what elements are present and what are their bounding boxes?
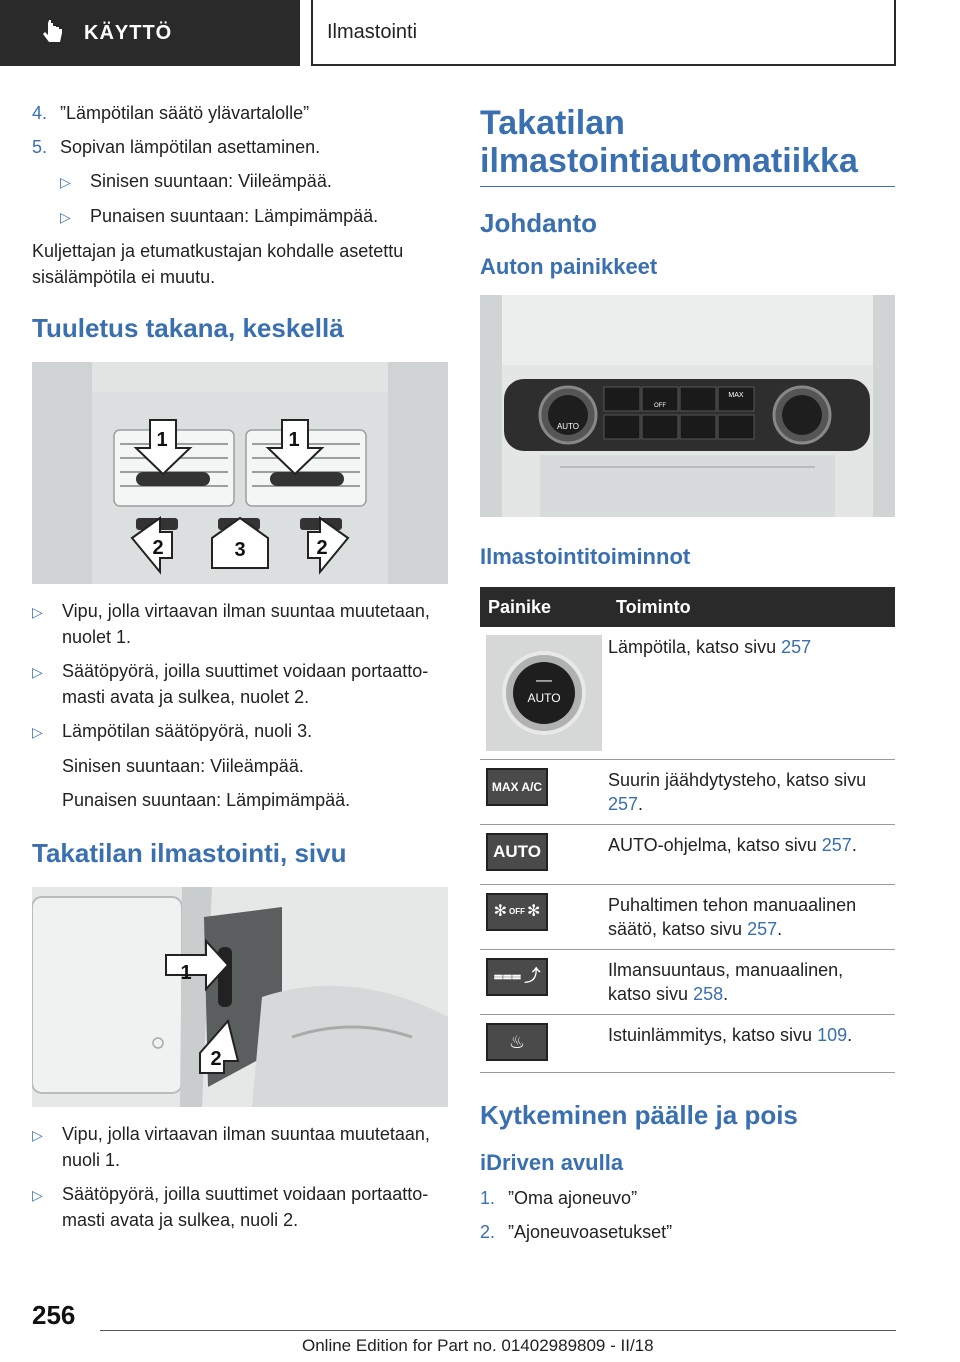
callout-1a: 1 (156, 429, 168, 451)
chapter-tab (311, 0, 896, 66)
note-text: Kuljettajan ja etumatkustajan kohdalle asetettu sisälämpötila ei muutu. (32, 241, 404, 287)
callout-2a: 2 (152, 537, 164, 559)
footer-divider (100, 1330, 896, 1331)
page-link-257[interactable]: 257 (608, 794, 639, 814)
page-link-257[interactable]: 257 (821, 835, 852, 855)
step-5: 5. Sopivan lämpötilan asettaminen. (32, 137, 321, 157)
rear-climate-panel-image (480, 295, 895, 517)
heading-intro: Johdanto (480, 208, 597, 238)
callout-side-1: 1 (180, 962, 192, 984)
panel-off-label: OFF (654, 403, 666, 409)
callout-side-2: 2 (210, 1048, 222, 1070)
bullet-triangle-icon: ▷ (60, 209, 71, 225)
bullet-triangle-icon: ▷ (60, 174, 71, 190)
rear-side-bullet-2: ▷ Säätöpyörä, joilla suuttimet voidaan portaattomasti avata ja sulkea, nuoli 2. (32, 1181, 448, 1233)
right-column (480, 104, 895, 1253)
max-ac-icon: MAX A/C (486, 768, 548, 806)
page-header (0, 0, 960, 66)
auto-icon: AUTO (486, 833, 548, 871)
section-heading-rear-center: Tuuletus takana, keskellä (32, 313, 344, 343)
rear-center-extra-1: Sinisen suuntaan: Viileämpää. (62, 756, 304, 776)
idrive-step-1: 1. ”Oma ajoneuvo” (480, 1188, 638, 1208)
step-4: 4. ”Lämpötilan säätö ylävartalolle” (32, 103, 310, 123)
callout-1b: 1 (288, 429, 300, 451)
table-row: — AUTO Lämpötila, katso sivu 257 (480, 627, 895, 760)
rear-center-bullet-2: ▷ Säätöpyörä, joilla suuttimet voidaan portaattomasti avata ja sulkea, nuolet 2. (32, 658, 448, 710)
step-5-sub-2: ▷ Punaisen suuntaan: Lämpimämpää. (32, 203, 448, 230)
rear-climate-panel-illustration (480, 295, 895, 517)
heading-idrive: iDriven avulla (480, 1150, 624, 1175)
rear-side-vent-illustration (32, 887, 448, 1107)
heading-switch-on-off: Kytkeminen päälle ja pois (480, 1100, 798, 1130)
table-header-row (480, 587, 895, 627)
page-number: 256 (32, 1300, 76, 1330)
bullet-triangle-icon: ▷ (32, 724, 43, 740)
table-row: AUTO AUTO-ohjelma, katso sivu 257. (480, 825, 895, 885)
heading-functions: Ilmastointitoiminnot (480, 544, 691, 569)
rear-center-bullet-1: ▷ Vipu, jolla virtaavan ilman suuntaa muutetaan, nuolet 1. (32, 598, 448, 650)
bullet-triangle-icon: ▷ (32, 604, 43, 620)
temperature-knob-icon: — AUTO (486, 635, 602, 751)
bullet-triangle-icon: ▷ (32, 1187, 43, 1203)
air-distribution-icon: ⩶ ⤴ (486, 958, 548, 996)
function-table (480, 587, 895, 1073)
page-link-257[interactable]: 257 (781, 637, 812, 657)
table-header-function: Toiminto (608, 587, 895, 627)
callout-3: 3 (234, 539, 246, 561)
rear-center-vents-illustration (32, 362, 448, 584)
callout-2b: 2 (316, 537, 328, 559)
bullet-triangle-icon: ▷ (32, 1127, 43, 1143)
chapter-heading: Takatilan ilmastointiautomatiikka (480, 104, 895, 187)
step-5-sub-1: ▷ Sinisen suuntaan: Viileämpää. (32, 168, 448, 195)
seat-heating-icon: ♨ (486, 1023, 548, 1061)
panel-max-label: MAX (728, 392, 744, 399)
idrive-step-2: 2. ”Ajoneuvoasetukset” (480, 1222, 673, 1242)
table-row: ⩶ ⤴ Ilmansuuntaus, manuaalinen, katso sivu 258. (480, 950, 895, 1015)
table-row: ✻ OFF ✻ Puhaltimen tehon manuaalinen säätö, katso sivu 257. (480, 885, 895, 950)
table-row: ♨ Istuinlämmitys, katso sivu 109. (480, 1015, 895, 1073)
table-row: MAX A/C Suurin jäähdytysteho, katso sivu 257. (480, 760, 895, 825)
page-link-257[interactable]: 257 (747, 919, 778, 939)
left-column (32, 100, 448, 1241)
fan-icon: ✻ OFF ✻ (486, 893, 548, 931)
page-link-109[interactable]: 109 (817, 1025, 848, 1045)
heading-vehicle-buttons: Auton painikkeet (480, 254, 658, 279)
table-header-button: Painike (480, 587, 608, 627)
rear-center-vents-image (32, 362, 448, 584)
bullet-triangle-icon: ▷ (32, 664, 43, 680)
page-link-258[interactable]: 258 (693, 984, 724, 1004)
rear-center-bullet-3: ▷ Lämpötilan säätöpyörä, nuoli 3. (32, 718, 448, 745)
chapter-title: Ilmastointi (327, 20, 418, 43)
section-heading-rear-side: Takatilan ilmastointi, sivu (32, 838, 347, 868)
panel-auto-label: AUTO (556, 422, 580, 431)
rear-side-vent-image (32, 887, 448, 1107)
rear-center-extra-2: Punaisen suuntaan: Lämpimämpää. (62, 790, 351, 810)
hand-pointer-icon (40, 20, 66, 46)
section-tab (0, 0, 300, 66)
section-title: KÄYTTÖ (84, 21, 173, 44)
footer-edition: Online Edition for Part no. 01402989809 - II/18 (302, 1336, 654, 1355)
rear-side-bullet-1: ▷ Vipu, jolla virtaavan ilman suuntaa muutetaan, nuoli 1. (32, 1121, 448, 1173)
